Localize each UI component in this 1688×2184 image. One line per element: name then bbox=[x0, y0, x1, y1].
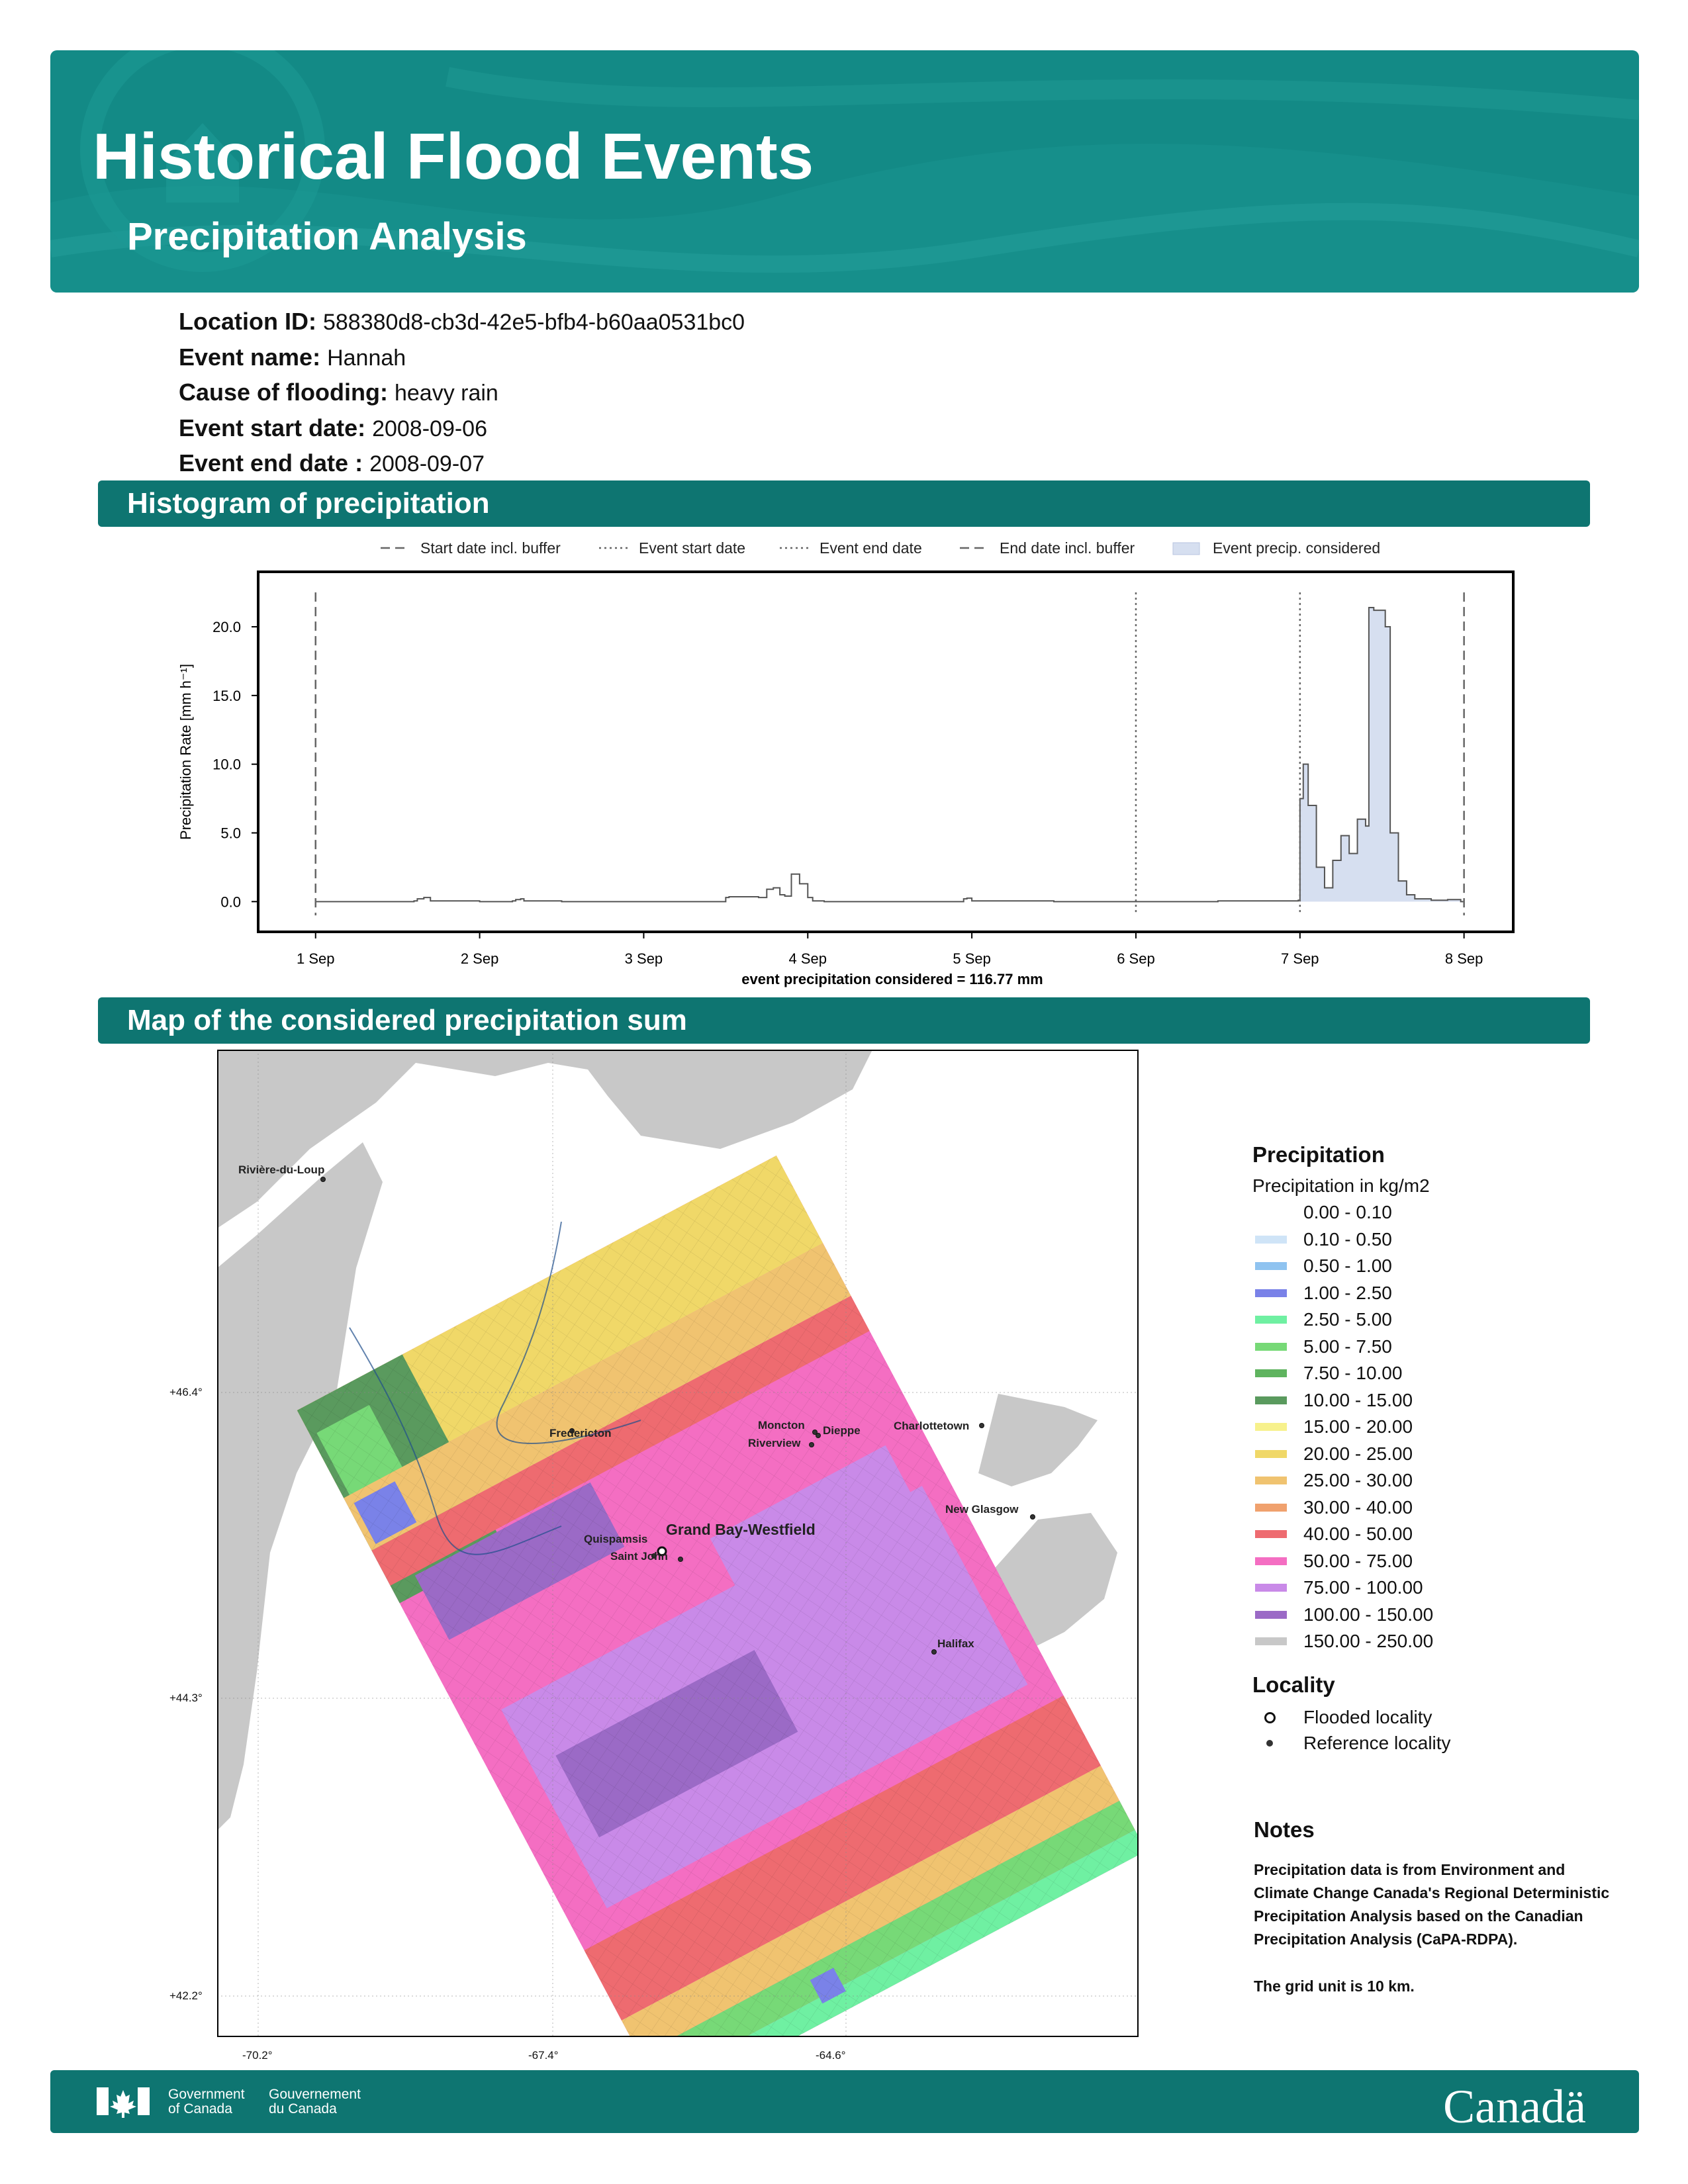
legend-swatch bbox=[1255, 1262, 1287, 1270]
lat-label-1: +46.4° bbox=[169, 1386, 203, 1398]
legend-swatch bbox=[1255, 1530, 1287, 1538]
legend-swatch bbox=[1255, 1343, 1287, 1351]
legend-label: 40.00 - 50.00 bbox=[1303, 1524, 1413, 1544]
reference-locality-marker bbox=[679, 1557, 683, 1562]
histogram-section-header bbox=[98, 480, 1590, 527]
location-id-row bbox=[179, 304, 745, 340]
legend-item bbox=[1252, 1443, 1623, 1471]
x-tick-label: 8 Sep bbox=[1444, 950, 1483, 967]
map-legend bbox=[1252, 1142, 1623, 1758]
map-section-header bbox=[98, 997, 1590, 1044]
lat-label-2: +44.3° bbox=[169, 1692, 203, 1704]
legend-label: 100.00 - 150.00 bbox=[1303, 1604, 1434, 1625]
chart-legend-label: Event precip. considered bbox=[1213, 539, 1381, 557]
gov-en-line2: of Canada bbox=[168, 2101, 232, 2116]
reference-locality-marker bbox=[932, 1650, 937, 1655]
notes-grid-unit: The grid unit is 10 km. bbox=[1254, 1978, 1415, 1995]
x-tick-label: 2 Sep bbox=[460, 950, 499, 967]
legend-swatch bbox=[1255, 1504, 1287, 1512]
map-place-label: Halifax bbox=[937, 1637, 974, 1650]
precipitation-map-svg bbox=[217, 1050, 1141, 2042]
legend-swatch bbox=[1255, 1637, 1287, 1645]
map-place-label: Quispamsis bbox=[584, 1533, 648, 1545]
gov-en-line1: Government bbox=[168, 2087, 245, 2102]
legend-swatch bbox=[1255, 1584, 1287, 1592]
y-axis-label: Precipitation Rate [mm h⁻¹] bbox=[177, 664, 194, 840]
flooded-locality-icon bbox=[1264, 1712, 1276, 1723]
event-name-label: Event name: bbox=[179, 343, 321, 371]
gov-fr-line2: du Canada bbox=[269, 2101, 337, 2116]
x-tick-label: 4 Sep bbox=[788, 950, 827, 967]
x-tick-label: 7 Sep bbox=[1281, 950, 1319, 967]
x-tick-label: 3 Sep bbox=[624, 950, 663, 967]
legend-item bbox=[1252, 1255, 1623, 1283]
map-place-label: Charlottetown bbox=[894, 1420, 970, 1432]
legend-swatch bbox=[1255, 1208, 1287, 1216]
histogram-svg bbox=[0, 523, 1688, 999]
legend-swatch bbox=[1255, 1316, 1287, 1324]
notes-panel bbox=[1254, 1817, 1611, 2022]
legend-subtitle: Precipitation in kg/m2 bbox=[1252, 1175, 1430, 1196]
legend-item bbox=[1252, 1309, 1623, 1336]
legend-swatch bbox=[1255, 1369, 1287, 1377]
legend-label: 75.00 - 100.00 bbox=[1303, 1577, 1423, 1598]
chart-legend-patch bbox=[1173, 543, 1199, 555]
reference-locality-label: Reference locality bbox=[1303, 1732, 1451, 1753]
canada-wordmark: Canadä bbox=[1443, 2080, 1586, 2133]
legend-item bbox=[1252, 1551, 1623, 1578]
chart-legend-label: Event start date bbox=[639, 539, 746, 557]
notes-data-source: Precipitation data is from Environment and Climate Change Canada's Regional Deterministic Precipitation Analysis based on the Canadian Precipitation Analysis (CaPA-RDPA). bbox=[1254, 1861, 1610, 1948]
y-tick-label: 10.0 bbox=[212, 756, 241, 773]
legend-label: 5.00 - 7.50 bbox=[1303, 1336, 1392, 1357]
legend-swatch bbox=[1255, 1289, 1287, 1297]
map-place-label: Riverview bbox=[748, 1437, 801, 1449]
histogram-chart bbox=[0, 523, 1688, 999]
legend-swatch bbox=[1255, 1477, 1287, 1484]
gov-en bbox=[168, 2087, 245, 2116]
legend-label: 15.00 - 20.00 bbox=[1303, 1416, 1413, 1437]
legend-swatch bbox=[1255, 1423, 1287, 1431]
end-date-value: 2008-09-07 bbox=[369, 451, 485, 477]
legend-swatch bbox=[1255, 1611, 1287, 1619]
legend-label: 10.00 - 15.00 bbox=[1303, 1389, 1413, 1410]
legend-swatch bbox=[1255, 1396, 1287, 1404]
page-title: Historical Flood Events bbox=[93, 120, 814, 193]
legend-item bbox=[1252, 1202, 1623, 1229]
legend-label: 20.00 - 25.00 bbox=[1303, 1443, 1413, 1464]
legend-label: 2.50 - 5.00 bbox=[1303, 1309, 1392, 1330]
gov-fr bbox=[269, 2087, 361, 2116]
event-metadata bbox=[179, 304, 745, 482]
y-tick-label: 5.0 bbox=[220, 825, 241, 842]
legend-items bbox=[1252, 1202, 1623, 1658]
y-tick-label: 15.0 bbox=[212, 687, 241, 704]
legend-item bbox=[1252, 1363, 1623, 1390]
lon-label-3: -64.6° bbox=[816, 2049, 846, 2062]
legend-item bbox=[1252, 1524, 1623, 1551]
map-place-label: Grand Bay-Westfield bbox=[666, 1521, 816, 1538]
cause-row bbox=[179, 375, 745, 411]
legend-item bbox=[1252, 1229, 1623, 1256]
start-date-label: Event start date: bbox=[179, 414, 366, 441]
legend-label: 50.00 - 75.00 bbox=[1303, 1550, 1413, 1571]
lon-label-1: -70.2° bbox=[242, 2049, 273, 2062]
chart-legend-label: Start date incl. buffer bbox=[420, 539, 561, 557]
footer-bar bbox=[50, 2070, 1639, 2133]
event-name-row bbox=[179, 340, 745, 376]
chart-legend-label: Event end date bbox=[820, 539, 922, 557]
reference-locality-marker bbox=[1031, 1515, 1035, 1520]
canada-flag-icon bbox=[97, 2086, 150, 2119]
legend-label: 1.00 - 2.50 bbox=[1303, 1282, 1392, 1303]
legend-item bbox=[1252, 1497, 1623, 1524]
legend-item bbox=[1252, 1283, 1623, 1310]
chart-legend-label: End date incl. buffer bbox=[1000, 539, 1135, 557]
lat-label-3: +42.2° bbox=[169, 1989, 203, 2002]
legend-title: Precipitation bbox=[1252, 1142, 1385, 1167]
reference-locality-marker bbox=[321, 1177, 326, 1182]
legend-swatch bbox=[1255, 1557, 1287, 1565]
histogram-section-title: Histogram of precipitation bbox=[127, 487, 490, 520]
notes-title: Notes bbox=[1254, 1817, 1315, 1842]
legend-label: 150.00 - 250.00 bbox=[1303, 1631, 1434, 1651]
x-tick-label: 1 Sep bbox=[296, 950, 335, 967]
legend-reference-locality bbox=[1252, 1733, 1623, 1758]
x-tick-label: 6 Sep bbox=[1117, 950, 1155, 967]
gov-fr-line1: Gouvernement bbox=[269, 2087, 361, 2102]
reference-locality-marker bbox=[980, 1424, 984, 1428]
locality-title: Locality bbox=[1252, 1672, 1335, 1697]
legend-item bbox=[1252, 1470, 1623, 1497]
end-date-label: Event end date : bbox=[179, 449, 363, 477]
map-place-label: Rivière-du-Loup bbox=[238, 1163, 325, 1176]
x-tick-label: 5 Sep bbox=[953, 950, 991, 967]
start-date-value: 2008-09-06 bbox=[372, 416, 487, 441]
legend-swatch bbox=[1255, 1450, 1287, 1458]
map-place-label: Saint John bbox=[610, 1550, 668, 1563]
y-tick-label: 0.0 bbox=[220, 893, 241, 911]
lon-label-2: -67.4° bbox=[528, 2049, 559, 2062]
legend-item bbox=[1252, 1336, 1623, 1363]
precipitation-map bbox=[169, 1050, 1141, 2062]
cause-value: heavy rain bbox=[394, 381, 498, 406]
map-place-label: Dieppe bbox=[823, 1424, 861, 1437]
reference-locality-marker bbox=[810, 1443, 814, 1447]
header-banner bbox=[50, 50, 1639, 293]
x-axis-label: event precipitation considered = 116.77 mm bbox=[741, 971, 1043, 987]
legend-swatch bbox=[1255, 1236, 1287, 1244]
map-place-label: New Glasgow bbox=[945, 1503, 1019, 1516]
flooded-locality-label: Flooded locality bbox=[1303, 1706, 1432, 1727]
legend-label: 7.50 - 10.00 bbox=[1303, 1363, 1403, 1383]
y-tick-label: 20.0 bbox=[212, 619, 241, 636]
legend-item bbox=[1252, 1416, 1623, 1443]
page-subtitle: Precipitation Analysis bbox=[127, 215, 527, 258]
map-place-label: Fredericton bbox=[549, 1427, 612, 1439]
legend-label: 0.00 - 0.10 bbox=[1303, 1202, 1392, 1222]
legend-item bbox=[1252, 1577, 1623, 1604]
legend-item bbox=[1252, 1390, 1623, 1417]
cause-label: Cause of flooding: bbox=[179, 379, 388, 406]
reference-locality-icon bbox=[1266, 1740, 1273, 1747]
legend-label: 25.00 - 30.00 bbox=[1303, 1470, 1413, 1490]
location-id-value: 588380d8-cb3d-42e5-bfb4-b60aa0531bc0 bbox=[322, 310, 745, 335]
legend-label: 30.00 - 40.00 bbox=[1303, 1496, 1413, 1518]
map-place-label: Moncton bbox=[758, 1419, 805, 1432]
precip-step-line bbox=[316, 608, 1464, 901]
event-precip-area bbox=[1300, 608, 1464, 901]
legend-item bbox=[1252, 1631, 1623, 1658]
legend-label: 0.50 - 1.00 bbox=[1303, 1255, 1392, 1276]
end-date-row bbox=[179, 446, 745, 482]
start-date-row bbox=[179, 411, 745, 447]
reference-locality-marker bbox=[816, 1433, 821, 1438]
legend-flooded-locality bbox=[1252, 1707, 1623, 1733]
location-id-label: Location ID: bbox=[179, 308, 316, 335]
legend-item bbox=[1252, 1604, 1623, 1631]
legend-label: 0.10 - 0.50 bbox=[1303, 1228, 1392, 1250]
event-name-value: Hannah bbox=[327, 345, 406, 371]
map-section-title: Map of the considered precipitation sum bbox=[127, 1004, 687, 1036]
